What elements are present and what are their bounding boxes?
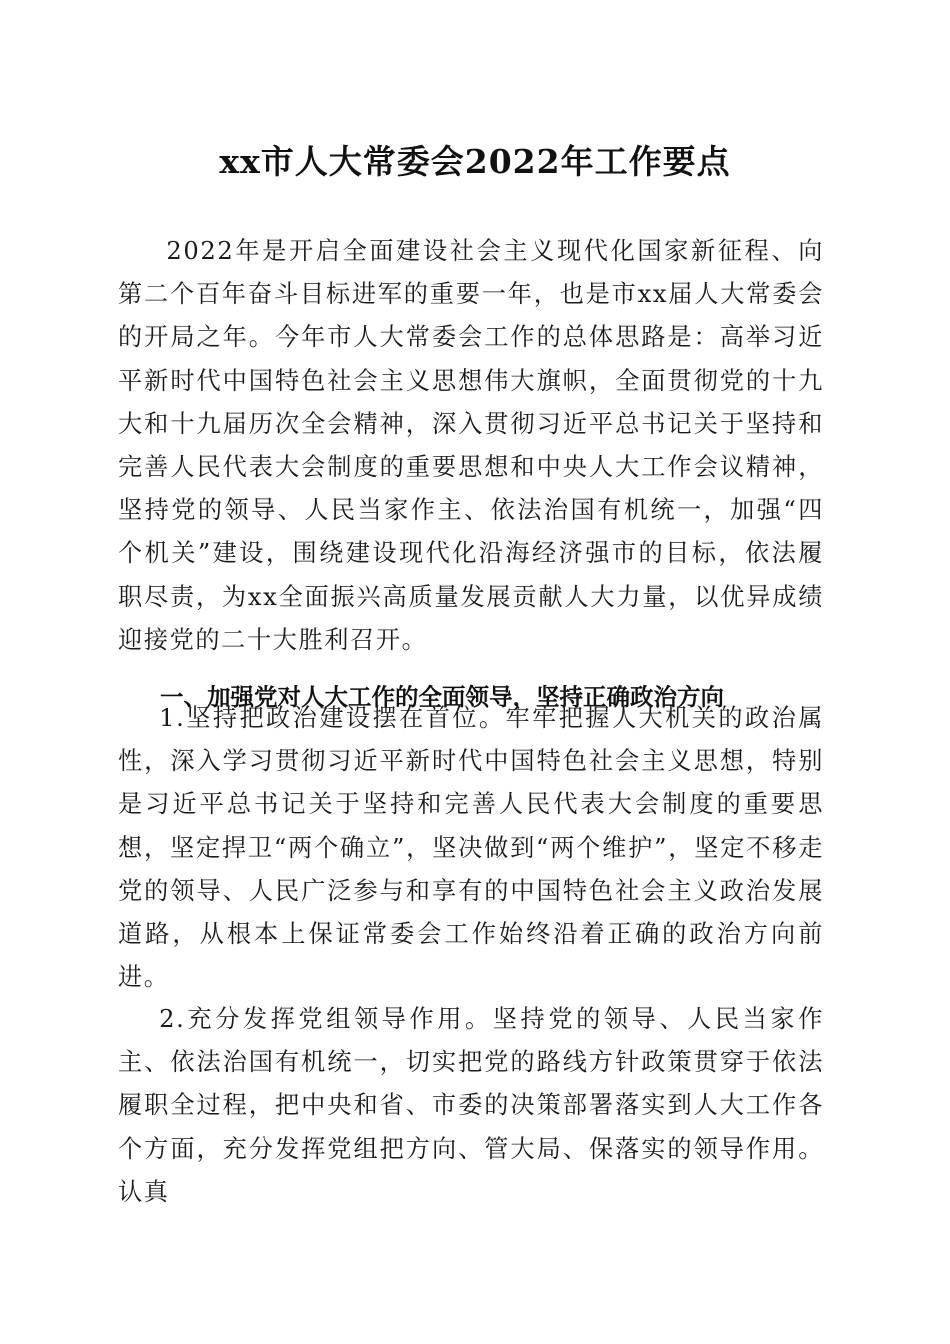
- intro-paragraph: 2022年是开启全面建设社会主义现代化国家新征程、向第二个百年奋斗目标进军的重要一年，也是市xx届人大常委会的开局之年。今年市人大常委会工作的总体思路是：高举习近平新时代中国特色社会主义思想伟大旗帜，全面贯彻党的十九大和十九届历次全会精神，深入贯彻习近平总书记关于坚持和完善人民代表大会制度的重要思想和中央人大工作会议精神，坚持党的领导、人民当家作主、依法治国有机统一，加强“四个机关”建设，围绕建设现代化沿海经济强市的目标，依法履职尽责，为xx全面振兴高质量发展贡献人大力量，以优异成绩迎接党的二十大胜利召开。: [118, 237, 824, 654]
- item-paragraph-1: 1.坚持把政治建设摆在首位。牢牢把握人大机关的政治属性，深入学习贯彻习近平新时代中国特色社会主义思想，特别是习近平总书记关于坚持和完善人民代表大会制度的重要思想，坚定捍卫“两个确立”，坚决做到“两个维护”，坚定不移走党的领导、人民广泛参与和享有的中国特色社会主义政治发展道路，从根本上保证常委会工作始终沿着正确的政治方向前进。: [118, 704, 824, 992]
- section-heading-1: 一、加强党对人大工作的全面领导，坚持正确政治方向: [160, 683, 724, 711]
- document-title: xx市人大常委会2022年工作要点: [219, 142, 731, 181]
- item-paragraph-2: 2.充分发挥党组领导作用。坚持党的领导、人民当家作主、依法治国有机统一，切实把党的路线方针政策贯穿于依法履职全过程，把中央和省、市委的决策部署落实到人大工作各个方面，充分发挥党组把方向、管大局、保落实的领导作用。认真: [118, 1005, 824, 1206]
